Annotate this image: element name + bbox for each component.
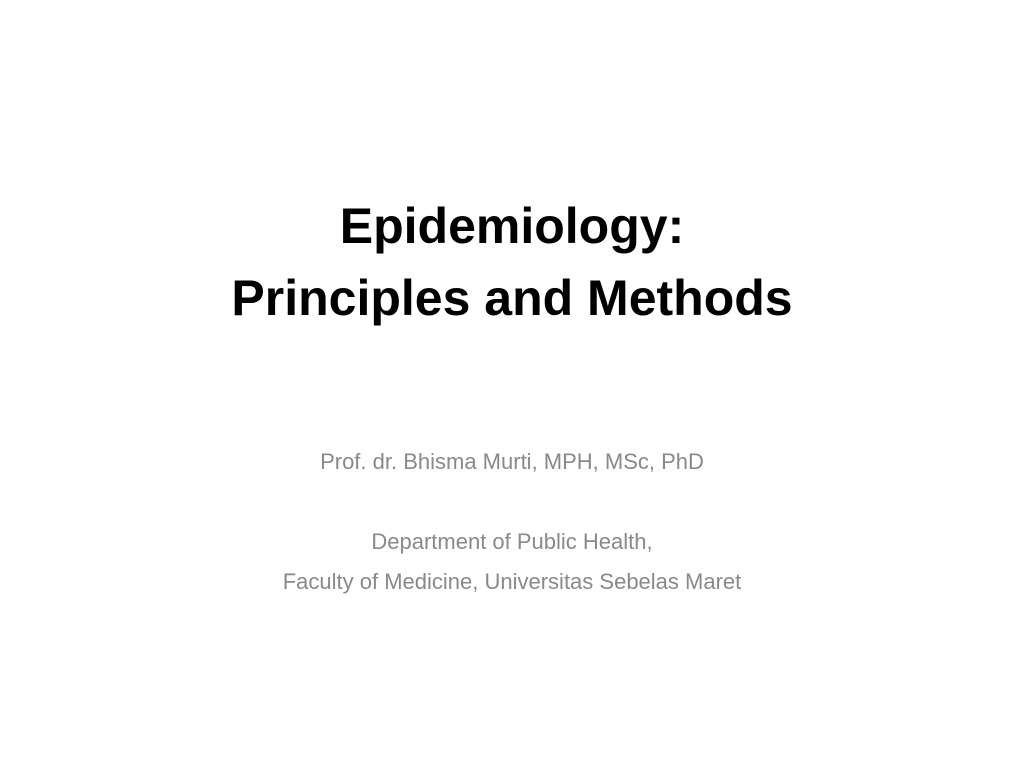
institution-name: Faculty of Medicine, Universitas Sebelas Maret xyxy=(282,569,742,594)
author-name: Prof. dr. Bhisma Murti, MPH, MSc, PhD xyxy=(320,449,704,474)
slide-title-line-1: Epidemiology: xyxy=(339,198,685,254)
slide-title xyxy=(0,190,1024,334)
department-name: Department of Public Health, xyxy=(371,529,653,554)
subtitle-spacer xyxy=(0,482,1024,522)
slide-title-line-2: Principles and Methods xyxy=(231,270,793,326)
slide-subtitle xyxy=(0,442,1024,602)
